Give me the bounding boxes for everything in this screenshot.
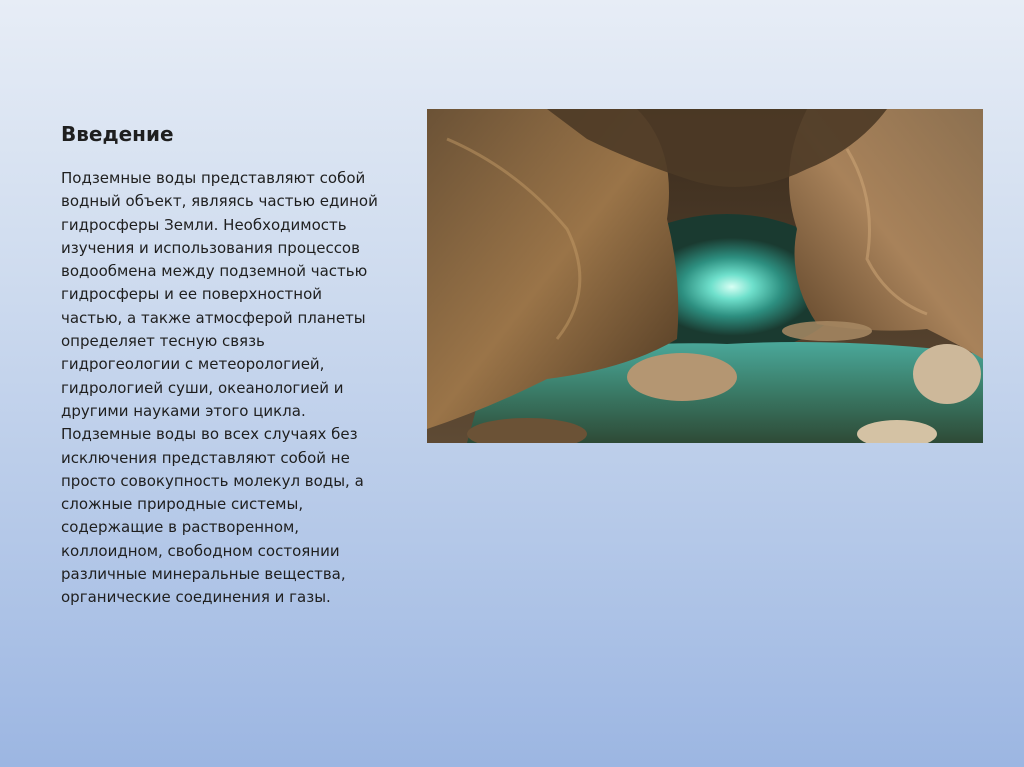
slide-title: Введение — [61, 122, 174, 146]
slide-body-text: Подземные воды представляют собой водный объект, являясь частью единой гидросферы Земли. Необходимость изучения и использования процессов водообмена между подземной частью гидросферы и ее поверхностной частью, а также атмосферой планеты определяет тесную связь гидрогеологии с метеорологией, гидрологией суши, океанологией и другими науками этого цикла. Подземные воды во всех случаях без исключения представляют собой не просто совокупность молекул воды, а сложные природные системы, содержащие в растворенном, коллоидном, свободном состоянии различные минеральные вещества, органические соединения и газы. — [61, 169, 378, 607]
cave-illustration — [427, 109, 983, 443]
rock-ledge — [782, 321, 872, 341]
cave-water-photo — [427, 109, 983, 443]
boulder-right — [913, 344, 981, 404]
boulder-center — [627, 353, 737, 401]
